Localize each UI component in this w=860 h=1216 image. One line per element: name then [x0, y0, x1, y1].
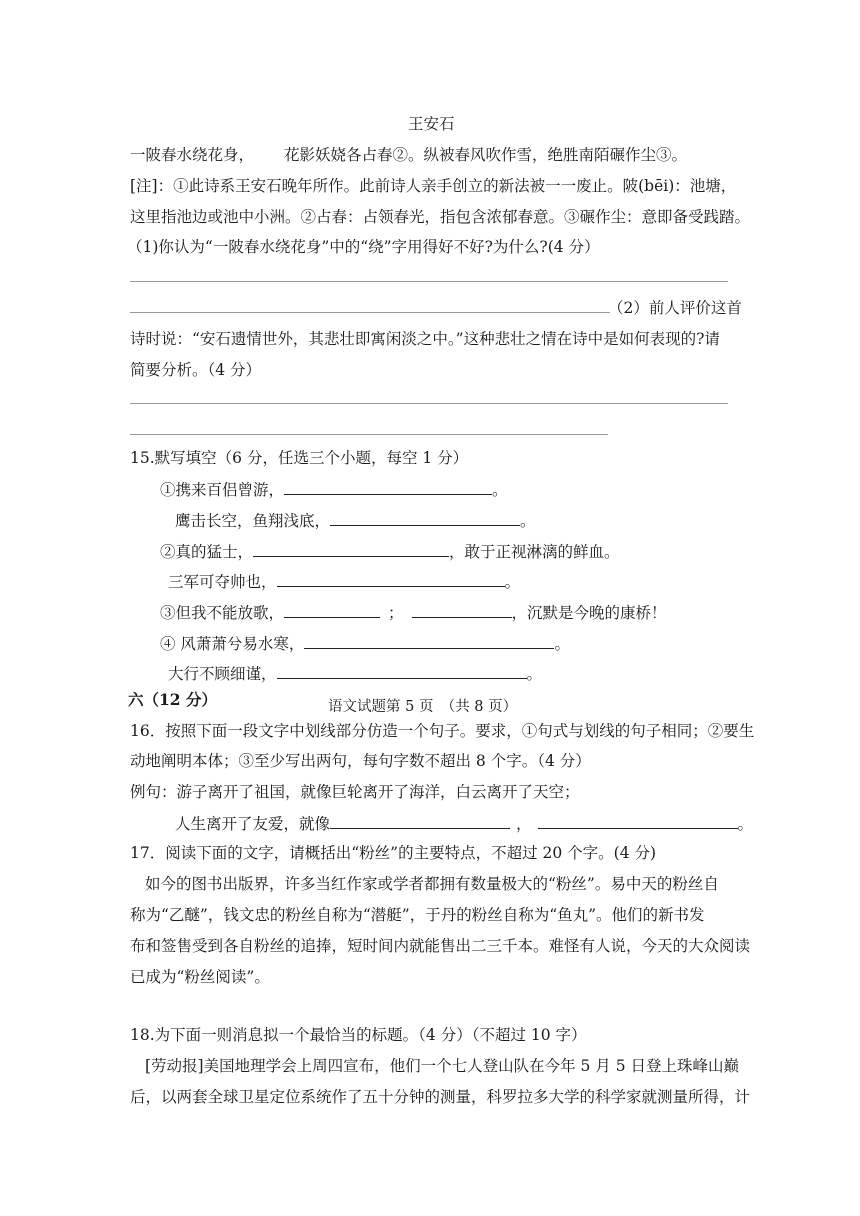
fill-blank[interactable] [412, 601, 512, 618]
poem-note-2: 这里指池边或池中小洲。②占春：占领春光，指包含浓郁春意。③碾作尘：意即备受践踏。 [130, 208, 751, 226]
fill-text: ②真的猛士， [160, 543, 254, 561]
fill-item [168, 662, 542, 685]
fill-blank[interactable] [284, 478, 492, 495]
question-14-2-text: 诗时说：“安石遗情世外，其悲壮即寓闲淡之中。”这种悲壮之情在诗中是如何表现的?请 [130, 330, 720, 348]
answer-line[interactable] [130, 434, 608, 435]
fill-text: 鹰击长空，鱼翔浅底， [175, 512, 331, 530]
page-footer: 语文试题第 5 页 （共 8 页） [328, 699, 518, 715]
fill-blank[interactable] [253, 540, 449, 557]
passage-text: 后，以两套全球卫星定位系统作了五十分钟的测量，科罗拉多大学的科学家就测量所得，计 [130, 1088, 751, 1106]
poem-line-part-2: 花影妖娆各占春②。纵被春风吹作雪，绝胜南陌碾作尘③。 [284, 146, 688, 164]
fill-text: ，沉默是今晚的康桥！ [511, 604, 667, 622]
passage-text: 布和签售受到各自粉丝的追捧，短时间内就能售出二三千本。难怪有人说，今天的大众阅读 [130, 937, 751, 955]
question-16-example: 例句：游子离开了祖国，就像巨轮离开了海洋，白云离开了天空； [130, 783, 580, 801]
passage-text: 称为“乙醚”，钱文忠的粉丝自称为“潜艇”，于丹的粉丝自称为“鱼丸”。他们的新书发 [130, 906, 705, 924]
passage-text: 已成为“粉丝阅读”。 [130, 968, 270, 986]
fill-text: 。 [737, 815, 754, 833]
fill-blank[interactable] [277, 570, 505, 587]
fill-blank[interactable] [330, 812, 510, 829]
fill-blank[interactable] [284, 601, 380, 618]
fill-item [175, 812, 753, 835]
question-16: 16．按照下面一段文字中划线部分仿造一个句子。要求，①句式与划线的句子相同；②要生 [130, 722, 755, 740]
poem-line-part-1: 一陂春水绕花身， [130, 146, 255, 164]
question-14-1: （1)你认为“一陂春水绕花身”中的“绕”字用得好不好?为什么?(4 分） [127, 238, 600, 256]
answer-line[interactable] [130, 312, 610, 313]
fill-text: ， [516, 815, 532, 833]
fill-blank[interactable] [330, 509, 520, 526]
answer-line[interactable] [130, 281, 728, 282]
fill-blank[interactable] [538, 812, 738, 829]
question-14-2: （2）前人评价这首 [608, 299, 742, 317]
fill-text: 大行不顾细谨， [168, 665, 277, 683]
fill-text: 。 [520, 512, 536, 530]
poem-author: 王安石 [408, 115, 455, 133]
fill-item [175, 509, 536, 532]
fill-text: ①携来百侣曾游， [160, 481, 285, 499]
fill-text: ③但我不能放歌， [160, 604, 285, 622]
fill-text: 。 [554, 635, 570, 653]
fill-text: 三军可夺帅也， [168, 573, 277, 591]
fill-item [160, 632, 570, 655]
poem-line-1 [130, 144, 687, 166]
fill-item [160, 478, 508, 501]
question-18: 18.为下面一则消息拟一个最恰当的标题。（4 分）（不超过 10 字） [130, 1026, 587, 1044]
question-15-title: 15.默写填空（6 分，任选三个小题，每空 1 分） [130, 449, 469, 467]
section-heading: 六（12 分） [128, 690, 217, 709]
fill-item [160, 540, 620, 563]
passage-text: [劳动报]美国地理学会上周四宣布，他们一个七人登山队在今年 5 月 5 日登上珠峰山巅 [145, 1057, 740, 1075]
question-16-cont: 动地阐明本体；③至少写出两句，每句字数不超出 8 个字。（4 分） [130, 752, 591, 770]
fill-text: 人生离开了友爱，就像 [175, 815, 331, 833]
passage-text: 如今的图书出版界，许多当红作家或学者都拥有数量极大的“粉丝”。易中天的粉丝自 [145, 875, 719, 893]
fill-text: ，敢于正视淋漓的鲜血。 [449, 543, 620, 561]
fill-text: 。 [504, 573, 521, 591]
fill-text: ； [388, 604, 404, 622]
answer-line[interactable] [130, 403, 728, 404]
fill-item [168, 570, 520, 593]
question-17: 17．阅读下面的文字，请概括出“粉丝”的主要特点，不超过 20 个字。(4 分) [130, 844, 657, 862]
fill-blank[interactable] [277, 662, 527, 679]
fill-text: ④ 风萧萧兮易水寒， [160, 635, 305, 653]
fill-text: 。 [526, 665, 543, 683]
fill-text: 。 [492, 481, 508, 499]
fill-item [160, 601, 667, 624]
fill-blank[interactable] [304, 632, 554, 649]
question-14-2-score: 简要分析。（4 分） [130, 361, 262, 379]
poem-note-1: [注]：①此诗系王安石晚年所作。此前诗人亲手创立的新法被一一废止。陂(bēi)：池塘， [130, 177, 737, 195]
